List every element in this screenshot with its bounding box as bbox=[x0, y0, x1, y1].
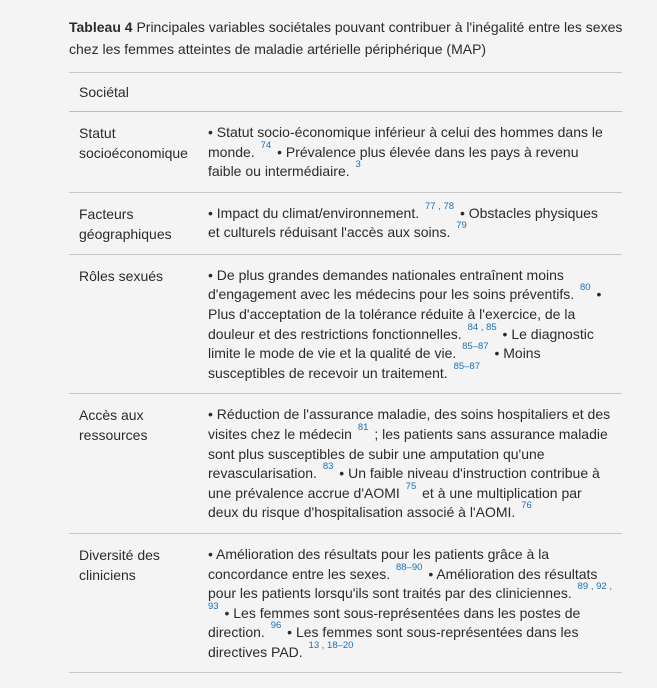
row-rule bbox=[69, 672, 622, 673]
reference-link[interactable]: 85–87 bbox=[453, 360, 480, 372]
description-text: • Amélioration des résultats pour les patients grâce à la concordance entre les sexes. bbox=[208, 545, 550, 582]
reference-link[interactable]: 80 bbox=[580, 282, 591, 294]
reference-link[interactable]: 77 , 78 bbox=[425, 200, 455, 212]
row-description bbox=[208, 200, 622, 244]
table-row bbox=[69, 193, 622, 254]
description-text: ; les patients sans assurance maladie sont plus susceptibles de subir une amputation qu'une revascularisation. bbox=[208, 425, 608, 482]
row-category: Rôles sexués bbox=[79, 267, 164, 284]
row-description bbox=[208, 545, 622, 663]
row-category: Facteurs géographiques bbox=[79, 205, 172, 242]
table-body bbox=[69, 112, 622, 673]
description-text: • Impact du climat/environnement. bbox=[208, 204, 423, 221]
row-category: Diversité des cliniciens bbox=[79, 546, 160, 583]
description-text: • Obstacles physiques et culturels réduisant l'accès aux soins. bbox=[208, 204, 598, 241]
societal-table bbox=[69, 72, 622, 673]
row-description bbox=[208, 123, 622, 182]
reference-link[interactable]: 76 bbox=[521, 500, 532, 512]
reference-link[interactable]: 74 bbox=[260, 139, 272, 151]
row-category: Accès aux ressources bbox=[79, 407, 148, 444]
reference-link[interactable]: 13 , 18–20 bbox=[308, 639, 354, 651]
description-text: • Moins susceptibles de recevoir un traitement. bbox=[208, 345, 541, 381]
reference-link[interactable]: 89 , 92 , 93 bbox=[208, 581, 612, 612]
row-category: Statut socioéconomique bbox=[79, 125, 188, 161]
row-description bbox=[208, 266, 622, 384]
description-text: et à une multiplication par deux du risque d'hospitalisation associé à l'AOMI. bbox=[208, 484, 582, 521]
description-text: • Le diagnostic limite le mode de vie et la qualité de vie. bbox=[208, 325, 594, 362]
reference-link[interactable]: 83 bbox=[322, 461, 334, 473]
table-row bbox=[69, 112, 622, 192]
table-header-societal: Sociétal bbox=[79, 84, 129, 100]
table-caption-label: Tableau 4 bbox=[69, 19, 133, 35]
table-row bbox=[69, 255, 622, 394]
table-caption bbox=[69, 16, 629, 60]
description-text: • Les femmes sont sous-représentées dans les postes de direction. bbox=[208, 604, 581, 641]
row-description bbox=[208, 405, 622, 523]
description-text: • Réduction de l'assurance maladie, des soins hospitaliers et des visites chez le médecin bbox=[208, 406, 611, 442]
reference-link[interactable]: 88–90 bbox=[396, 561, 423, 573]
description-text: • Plus d'acceptation de la tolérance réduite à l'exercice, de la douleur et des restrictions fonctionnelles. bbox=[208, 286, 602, 342]
reference-link[interactable]: 84 , 85 bbox=[467, 321, 497, 333]
description-text: • Amélioration des résultats pour les patients lorsqu'ils sont traités par des cliniciennes. bbox=[208, 565, 598, 602]
reference-link[interactable]: 75 bbox=[405, 480, 417, 492]
description-text: • Statut socio-économique inférieur à celui des hommes dans le monde. bbox=[208, 124, 603, 160]
table-row bbox=[69, 394, 622, 533]
table-header-row bbox=[69, 73, 622, 111]
description-text: • Un faible niveau d'instruction contribue à une prévalence accrue d'AOMI bbox=[208, 465, 600, 501]
reference-link[interactable]: 85–87 bbox=[462, 341, 489, 353]
table-caption-text: Principales variables sociétales pouvant contribuer à l'inégalité entre les sexes chez les femmes atteintes de maladie artérielle périphérique (MAP) bbox=[69, 19, 623, 57]
description-text: • Prévalence plus élevée dans les pays à revenu faible ou intermédiaire. bbox=[208, 143, 579, 180]
reference-link[interactable]: 96 bbox=[270, 620, 282, 632]
reference-link[interactable]: 81 bbox=[357, 421, 369, 433]
reference-link[interactable]: 79 bbox=[456, 220, 467, 232]
reference-link[interactable]: 3 bbox=[355, 159, 361, 171]
table-row bbox=[69, 534, 622, 673]
description-text: • De plus grandes demandes nationales entraînent moins d'engagement avec les médecins pour les soins préventifs. bbox=[208, 266, 578, 303]
description-text: • Les femmes sont sous-représentées dans les directives PAD. bbox=[208, 624, 579, 660]
